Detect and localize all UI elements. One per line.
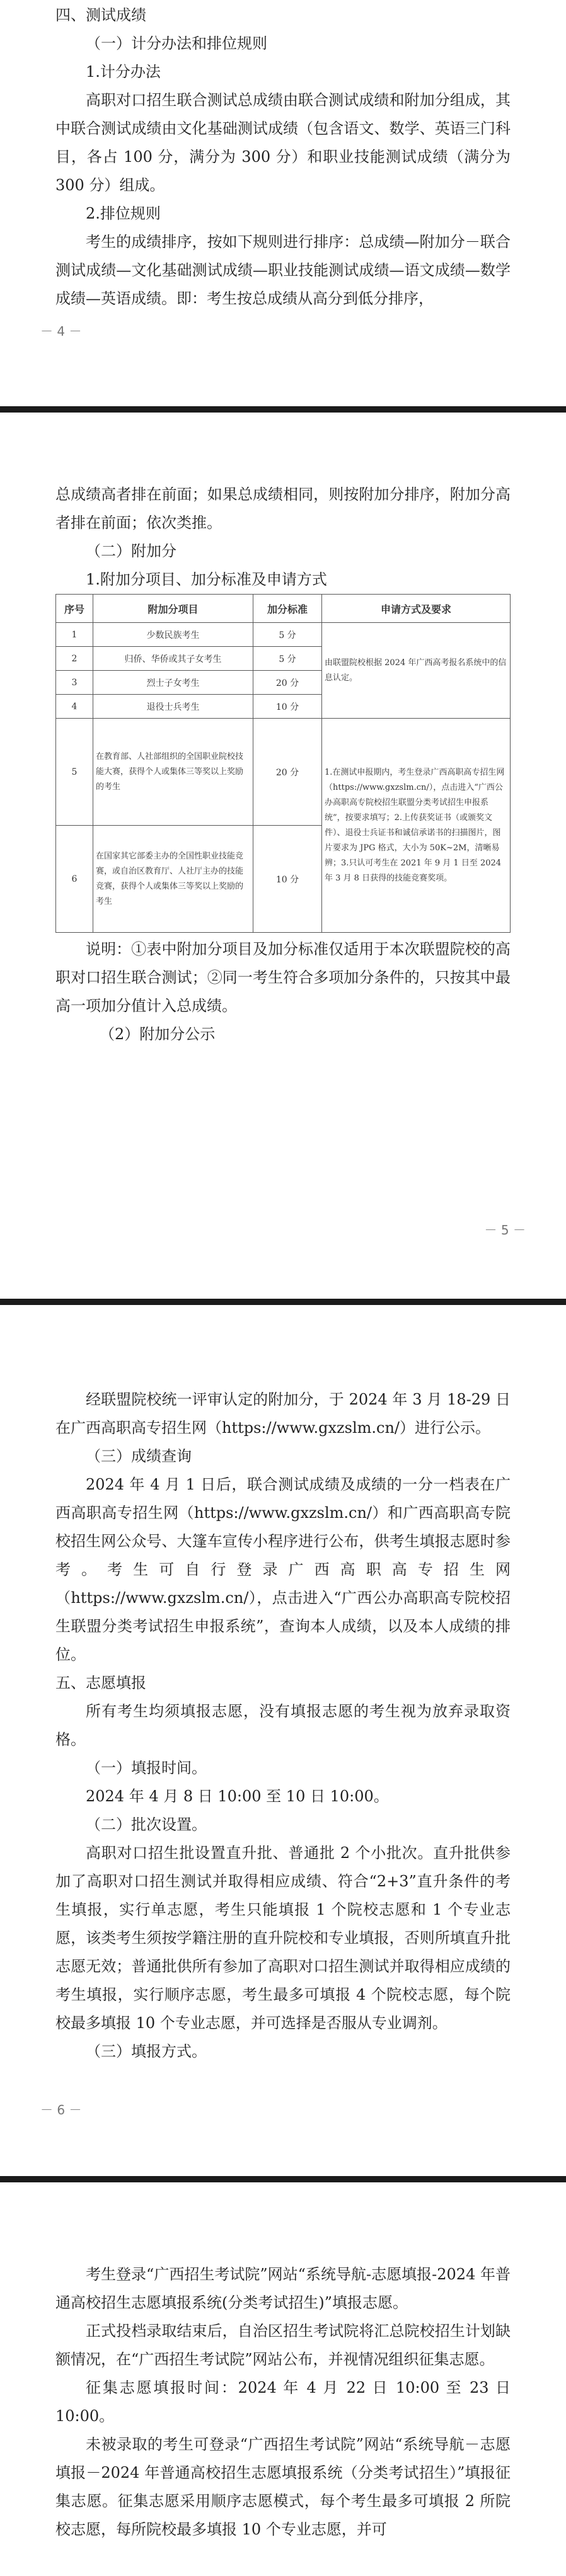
paragraph-supplementary-method: 未被录取的考生可登录“广西招生考试院”网站“系统导航－志愿填报－2024 年普通高校招生志愿填报系统（分类考试招生）”填报征集志愿。征集志愿采用顺序志愿模式，每个考生最多可填报 2 所院校志愿，每所院校最多填报 10 个专业志愿，并可 [55,2436,511,2538]
table-cell-no: 2 [56,647,93,671]
section-title-application: 五、志愿填报 [55,1674,146,1692]
table-cell-no: 5 [56,719,93,826]
table-header-cell: 序号 [56,595,93,623]
heading-ranking-rules: 2.排位规则 [86,205,161,222]
paragraph-scoring-method: 高职对口招生联合测试总成绩由联合测试成绩和附加分组成，其中联合测试成绩由文化基础测试成绩（包含语文、数学、英语三门科目，各占 100 分，满分为 300 分）和职业技能测试成绩（满分为 300 分）组成。 [55,91,511,194]
heading-bonus-publicity: （2）附加分公示 [100,1025,216,1043]
heading-scoring-method: 1.计分办法 [86,63,161,81]
table-header-cell: 申请方式及要求 [322,595,511,623]
page-separator [0,2176,566,2182]
heading-bonus-items: 1.附加分项目、加分标准及申请方式 [86,571,327,588]
paragraph-supplementary-time: 征集志愿填报时间：2024 年 4 月 22 日 10:00 至 23 日 10:00。 [55,2379,511,2425]
table-cell-score: 10 分 [253,826,322,933]
table-note: 说明：①表中附加分项目及加分标准仅适用于本次联盟院校的高职对口招生联合测试；②同一考生符合多项加分条件的，只按其中最高一项加分值计入总成绩。 [55,940,511,1015]
table-cell-method: 由联盟院校根据 2024 年广西高考报名系统中的信息认定。 [322,623,511,719]
paragraph-bonus-publicity: 经联盟院校统一评审认定的附加分，于 2024 年 3 月 18-29 日在广西高职高专招生网（https://www.gxzslm.cn/）进行公示。 [55,1391,511,1437]
table-cell-no: 3 [56,671,93,695]
table-header-row [56,595,511,623]
document-page-5 [0,413,566,1294]
table-cell-score: 20 分 [253,671,322,695]
table-cell-no: 1 [56,623,93,647]
table-cell-no: 4 [56,695,93,719]
paragraph-supplementary-call: 正式投档录取结束后，自治区招生考试院将汇总院校招生计划缺额情况，在“广西招生考试院”网站公布，并视情况组织征集志愿。 [55,2322,511,2368]
table-cell-item: 少数民族考生 [93,623,253,647]
table-cell-score: 20 分 [253,719,322,826]
paragraph-score-query: 2024 年 4 月 1 日后，联合测试成绩及成绩的一分一档表在广西高职高专招生网（https://www.gxzslm.cn/）和广西高职高专院校招生网公众号、大篷车宣传小程序进行公布，供考生填报志愿时参考。考生可自行登录广西高职高专招生网（https://www.gxzslm.cn/），点击进入“广西公办高职高专院校招生联盟分类考试招生申报系统”，查询本人成绩，以及本人成绩的排位。 [55,1476,511,1663]
page-separator [0,406,566,413]
subsection-score-query: （三）成绩查询 [86,1447,192,1465]
heading-batch-setting: （二）批次设置。 [86,1816,207,1833]
table-cell-item: 在国家其它部委主办的全国性职业技能竞赛，或自治区教育厅、人社厅主办的技能竞赛，获得个人或集体三等奖以上奖励的考生 [93,826,253,933]
heading-application-time: （一）填报时间。 [86,1759,207,1777]
paragraph-batch-setting: 高职对口招生批设置直升批、普通批 2 个小批次。直升批供参加了高职对口招生测试并取得相应成绩、符合“2+3”直升条件的考生填报，实行单志愿，考生只能填报 1 个院校志愿和 1 个专业志愿，该类考生须按学籍注册的直升院校和专业填报，否则所填直升批志愿无效；普通批供所有参加了高职对口招生测试并取得相应成绩的考生填报，实行顺序志愿，考生最多可填报 4 个院校志愿，每个院校最多填报 10 个专业志愿，并可选择是否服从专业调剂。 [55,1844,511,2032]
page-separator [0,1299,566,1305]
document-page-6 [0,1305,566,2173]
table-cell-item: 烈士子女考生 [93,671,253,695]
page-number: － 6 － [40,2102,82,2117]
table-cell-score: 5 分 [253,623,322,647]
bonus-points-table [55,594,511,933]
page-number: － 4 － [40,324,82,339]
paragraph-application-login: 考生登录“广西招生考试院”网站“系统导航-志愿填报-2024 年普通高校招生志愿填报系统(分类考试招生)”填报志愿。 [55,2265,511,2311]
paragraph-application-requirement: 所有考生均须填报志愿，没有填报志愿的考生视为放弃录取资格。 [55,1702,511,1748]
table-cell-method: 1.在测试申报期内，考生登录广西高职高专招生网（https://www.gxzslm.cn/），点击进入“广西公办高职高专院校招生联盟分类考试招生申报系统”，按要求填写；2.上传获奖证书（或颁奖文件）、退役士兵证书和诚信承诺书的扫描图片，图片要求为 JPG 格式，大小为 50K~2M，清晰易辨；3.只认可考生在 2021 年 9 月 1 日至 2024 年 3 月 8 日获得的技能竞赛奖项。 [322,719,511,933]
page-number: － 5 － [484,1222,526,1238]
table-cell-score: 10 分 [253,695,322,719]
paragraph-application-time: 2024 年 4 月 8 日 10:00 至 10 日 10:00。 [86,1787,389,1805]
subsection-bonus-points: （二）附加分 [86,542,176,560]
table-cell-item: 归侨、华侨或其子女考生 [93,647,253,671]
table-row [56,719,511,826]
paragraph-ranking-continued: 总成绩高者排在前面；如果总成绩相同，则按附加分排序，附加分高者排在前面；依次类推。 [55,486,511,532]
table-row [56,623,511,647]
table-cell-score: 5 分 [253,647,322,671]
table-cell-no: 6 [56,826,93,933]
table-header-cell: 附加分项目 [93,595,253,623]
table-cell-item: 在教育部、人社部组织的全国职业院校技能大赛，获得个人或集体三等奖以上奖励的考生 [93,719,253,826]
table-cell-item: 退役士兵考生 [93,695,253,719]
document-page-7 [0,2182,566,2576]
section-title-test-scores: 四、测试成绩 [55,6,146,24]
heading-application-method: （三）填报方式。 [86,2043,207,2060]
paragraph-ranking-rules: 考生的成绩排序，按如下规则进行排序：总成绩—附加分－联合测试成绩—文化基础测试成绩—职业技能测试成绩—语文成绩—数学成绩—英语成绩。即：考生按总成绩从高分到低分排序， [55,233,511,307]
document-page-4 [0,0,566,403]
subsection-scoring-rules: （一）计分办法和排位规则 [86,35,267,52]
table-header-cell: 加分标准 [253,595,322,623]
